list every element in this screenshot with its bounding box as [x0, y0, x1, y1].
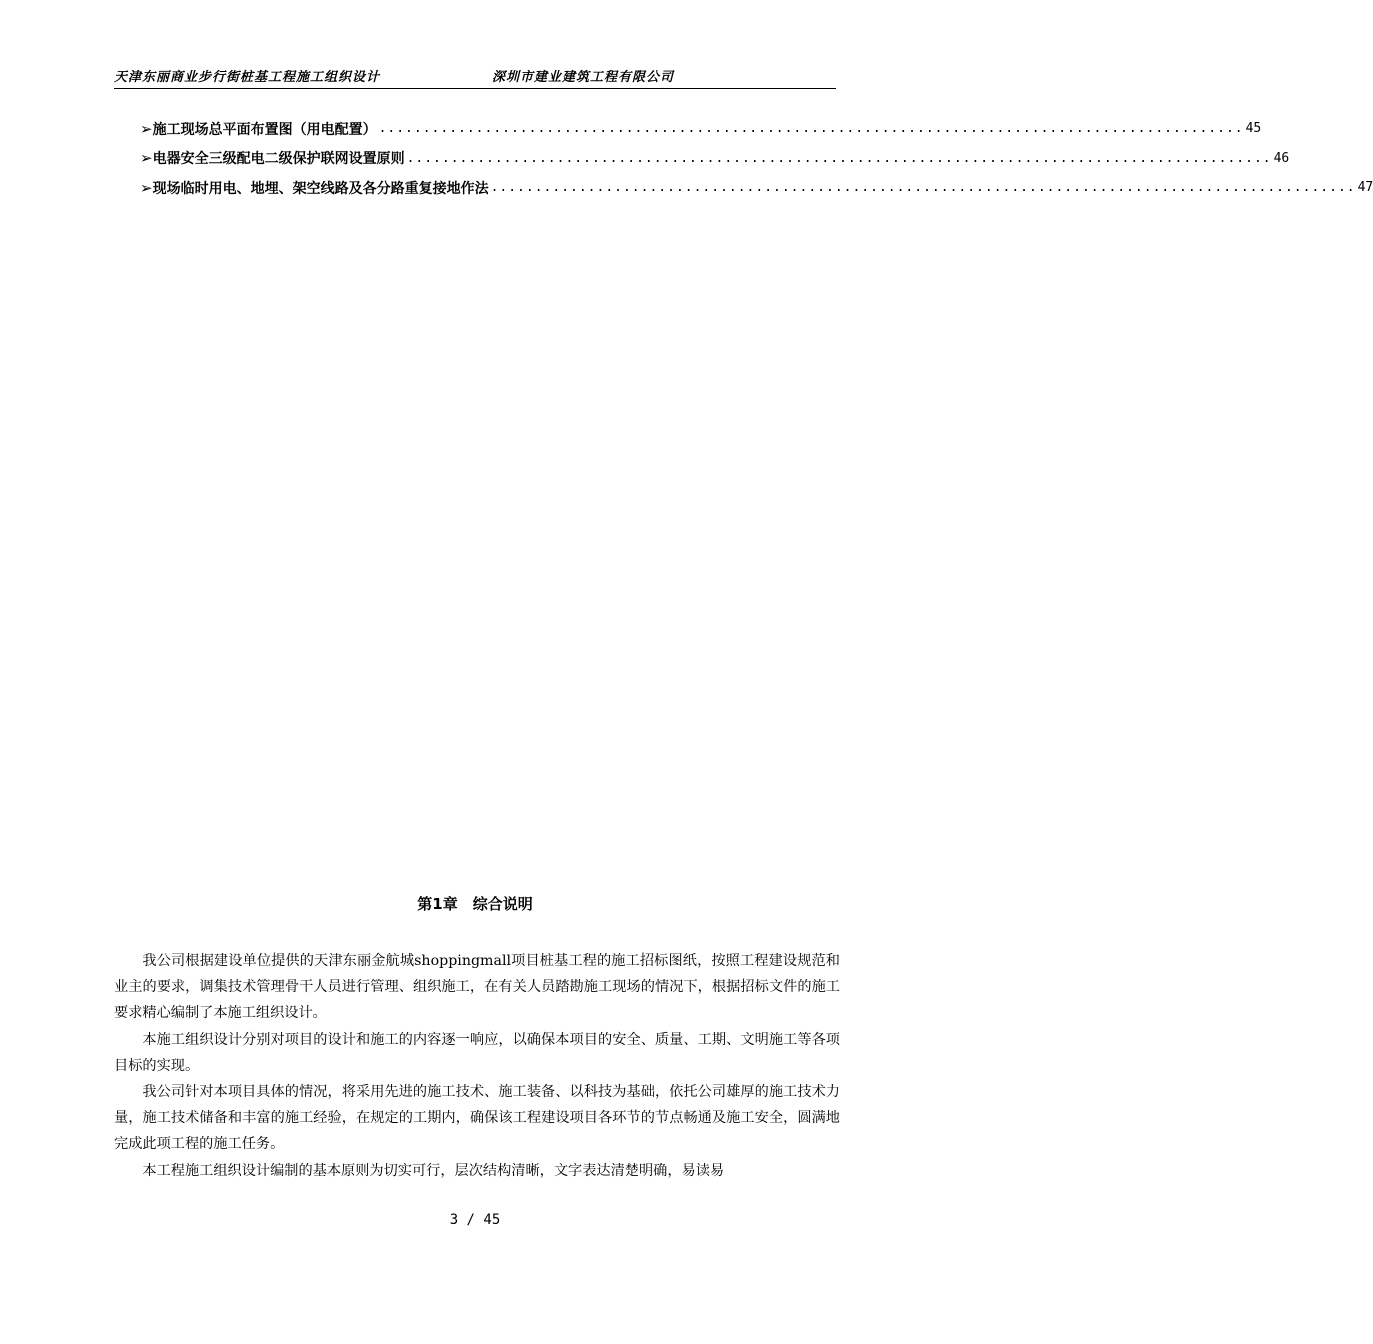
body-text [114, 948, 840, 1184]
paragraph: 本工程施工组织设计编制的基本原则为切实可行，层次结构清晰，文字表达清楚明确，易读易 [142, 1162, 725, 1179]
toc-leader-dots: .................................................................................................. [406, 150, 1272, 166]
toc-leader-dots: .................................................................................................. [490, 180, 1356, 196]
chapter-title: 第1章 综合说明 [417, 895, 533, 913]
header-project-title: 天津东丽商业步行街桩基工程施工组织设计 [114, 70, 381, 85]
toc-entry-page: 46 [1273, 150, 1290, 166]
header-company-name: 深圳市建业建筑工程有限公司 [492, 70, 675, 85]
arrow-bullet-icon: ➢ [140, 149, 153, 168]
paragraph: 我公司根据建设单位提供的天津东丽金航城shoppingmall项目桩基工程的施工招标图纸，按照工程建设规范和业主的要求，调集技术管理骨干人员进行管理、组织施工，在有关人员踏勘施工现场的情况下，根据招标文件的施工要求精心编制了本施工组织设计。 [114, 953, 840, 1022]
toc-entry-title: 现场临时用电、地埋、架空线路及各分路重复接地作法 [152, 180, 489, 197]
table-of-contents [140, 114, 1373, 203]
page-header [114, 66, 836, 89]
toc-entry-title: 电器安全三级配电二级保护联网设置原则 [152, 151, 405, 168]
arrow-bullet-icon: ➢ [140, 178, 153, 197]
toc-entry-page: 45 [1245, 121, 1262, 137]
toc-leader-dots: .................................................................................................. [378, 121, 1244, 137]
toc-entry-title: 施工现场总平面布置图（用电配置） [152, 121, 377, 138]
toc-entry[interactable] [140, 144, 1290, 174]
toc-entry[interactable] [140, 173, 1373, 203]
toc-entry-page: 47 [1357, 180, 1373, 196]
arrow-bullet-icon: ➢ [140, 119, 153, 138]
page-indicator: 3 / 45 [449, 1212, 501, 1228]
paragraph: 我公司针对本项目具体的情况，将采用先进的施工技术、施工装备、以科技为基础，依托公司雄厚的施工技术力量，施工技术储备和丰富的施工经验，在规定的工期内，确保该工程建设项目各环节的节点畅通及施工安全，圆满地完成此项工程的施工任务。 [114, 1084, 840, 1153]
paragraph: 本施工组织设计分别对项目的设计和施工的内容逐一响应，以确保本项目的安全、质量、工期、文明施工等各项目标的实现。 [114, 1031, 840, 1074]
toc-entry[interactable] [140, 114, 1262, 144]
